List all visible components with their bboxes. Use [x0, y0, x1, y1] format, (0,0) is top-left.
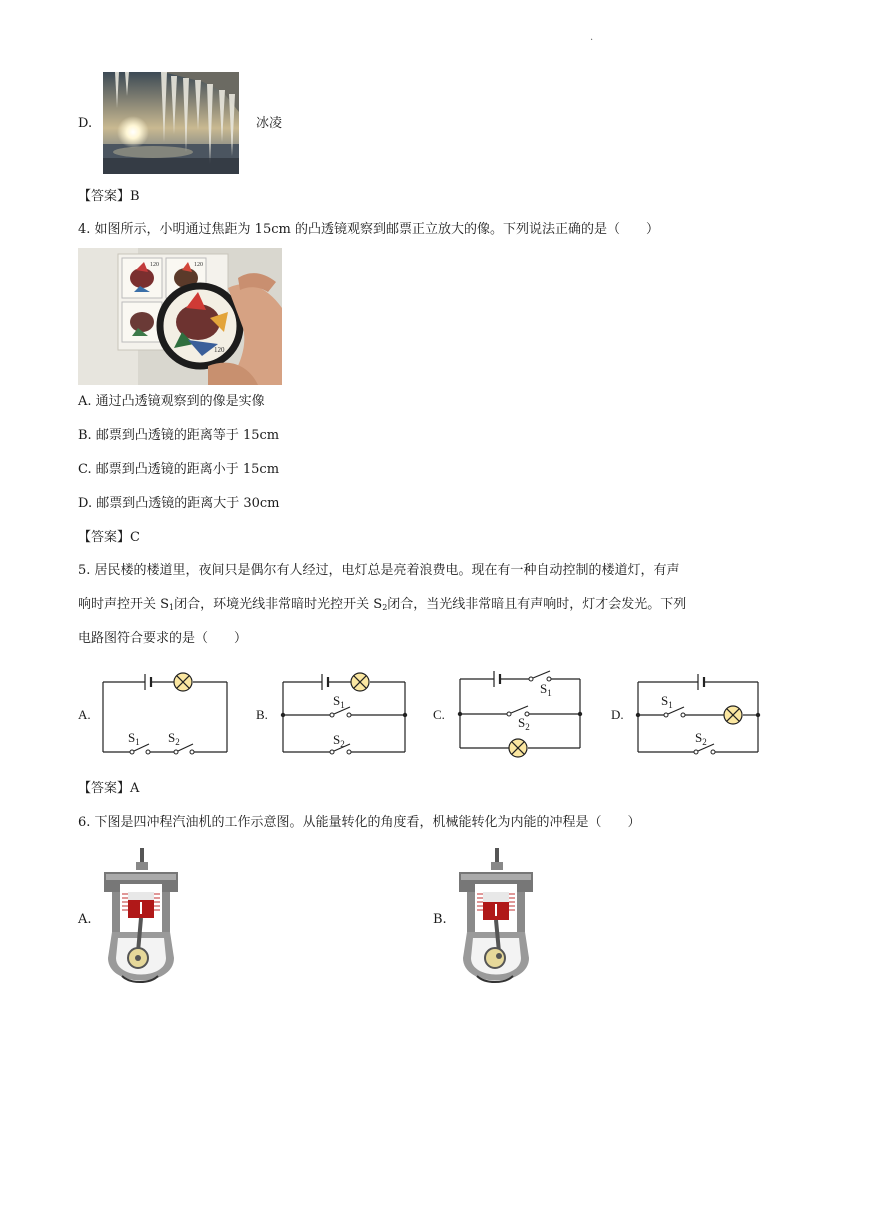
stamp-price-3: 120 [214, 346, 225, 354]
circuit-c [460, 671, 580, 748]
q6-option-b-label: B. [433, 912, 447, 927]
header-mark: . [590, 32, 594, 43]
q3-option-d-text: 冰凌 [256, 116, 283, 131]
q4-option-d: D. 邮票到凸透镜的距离大于 30cm [78, 496, 280, 511]
switch-s1-label-a: $S_1$ [128, 730, 140, 747]
switch-s1-label-d: $S_1$ [661, 693, 673, 710]
q5-answer: 【答案】A [78, 781, 140, 796]
q5-stem-line2: 响时声控开关 $S_1$闭合，环境光线非常暗时光控开关 $S_2$闭合，当光线非常暗且有声响时，灯才会发光。下列 [78, 597, 687, 612]
switch-s2-label-c: $S_2$ [518, 715, 530, 732]
q4-stem: 4. 如图所示，小明通过焦距为 15cm 的凸透镜观察到邮票正立放大的像。下列说法正确的是（ ） [78, 222, 659, 237]
circuit-label-d: D. [611, 707, 624, 722]
stamp-price-2: 120 [194, 262, 203, 268]
circuit-label-c: C. [433, 707, 445, 722]
q4-option-a: A. 通过凸透镜观察到的像是实像 [78, 394, 265, 409]
q4-option-b: B. 邮票到凸透镜的距离等于 15cm [78, 428, 280, 443]
q4-answer: 【答案】C [78, 530, 140, 545]
switch-s1-label-c: $S_1$ [540, 681, 552, 698]
q3-option-d-label: D. [78, 116, 93, 131]
q6-stem: 6. 下图是四冲程汽油机的工作示意图。从能量转化的角度看，机械能转化为内能的冲程是（ ） [78, 815, 641, 830]
q3-answer: 【答案】B [78, 189, 140, 204]
switch-s1-label-b: $S_1$ [333, 693, 345, 710]
q5-stem-line1: 5. 居民楼的楼道里，夜间只是偶尔有人经过，电灯总是亮着浪费电。现在有一种自动控制的楼道灯，有声 [78, 563, 680, 578]
lamp-icon-d [724, 706, 742, 724]
icicle-photo [103, 72, 239, 174]
engine-diagram-a [100, 848, 182, 993]
switch-s2-label-b: $S_2$ [333, 732, 345, 749]
magnifier-stamp-photo [78, 248, 282, 385]
q6-option-a-label: A. [78, 912, 92, 927]
circuit-diagrams [0, 660, 869, 770]
stamp-price-1: 120 [150, 262, 159, 268]
engine-diagram-b [455, 848, 537, 993]
lamp-icon-c [509, 739, 527, 757]
circuit-label-a: A. [78, 707, 91, 722]
q4-option-c: C. 邮票到凸透镜的距离小于 15cm [78, 462, 280, 477]
lamp-icon-a [174, 673, 192, 691]
q5-stem-line3: 电路图符合要求的是（ ） [78, 631, 248, 646]
switch-s2-label-d: $S_2$ [695, 730, 707, 747]
lamp-icon-b [351, 673, 369, 691]
circuit-a [103, 674, 227, 752]
circuit-label-b: B. [256, 707, 268, 722]
switch-s2-label-a: $S_2$ [168, 730, 180, 747]
